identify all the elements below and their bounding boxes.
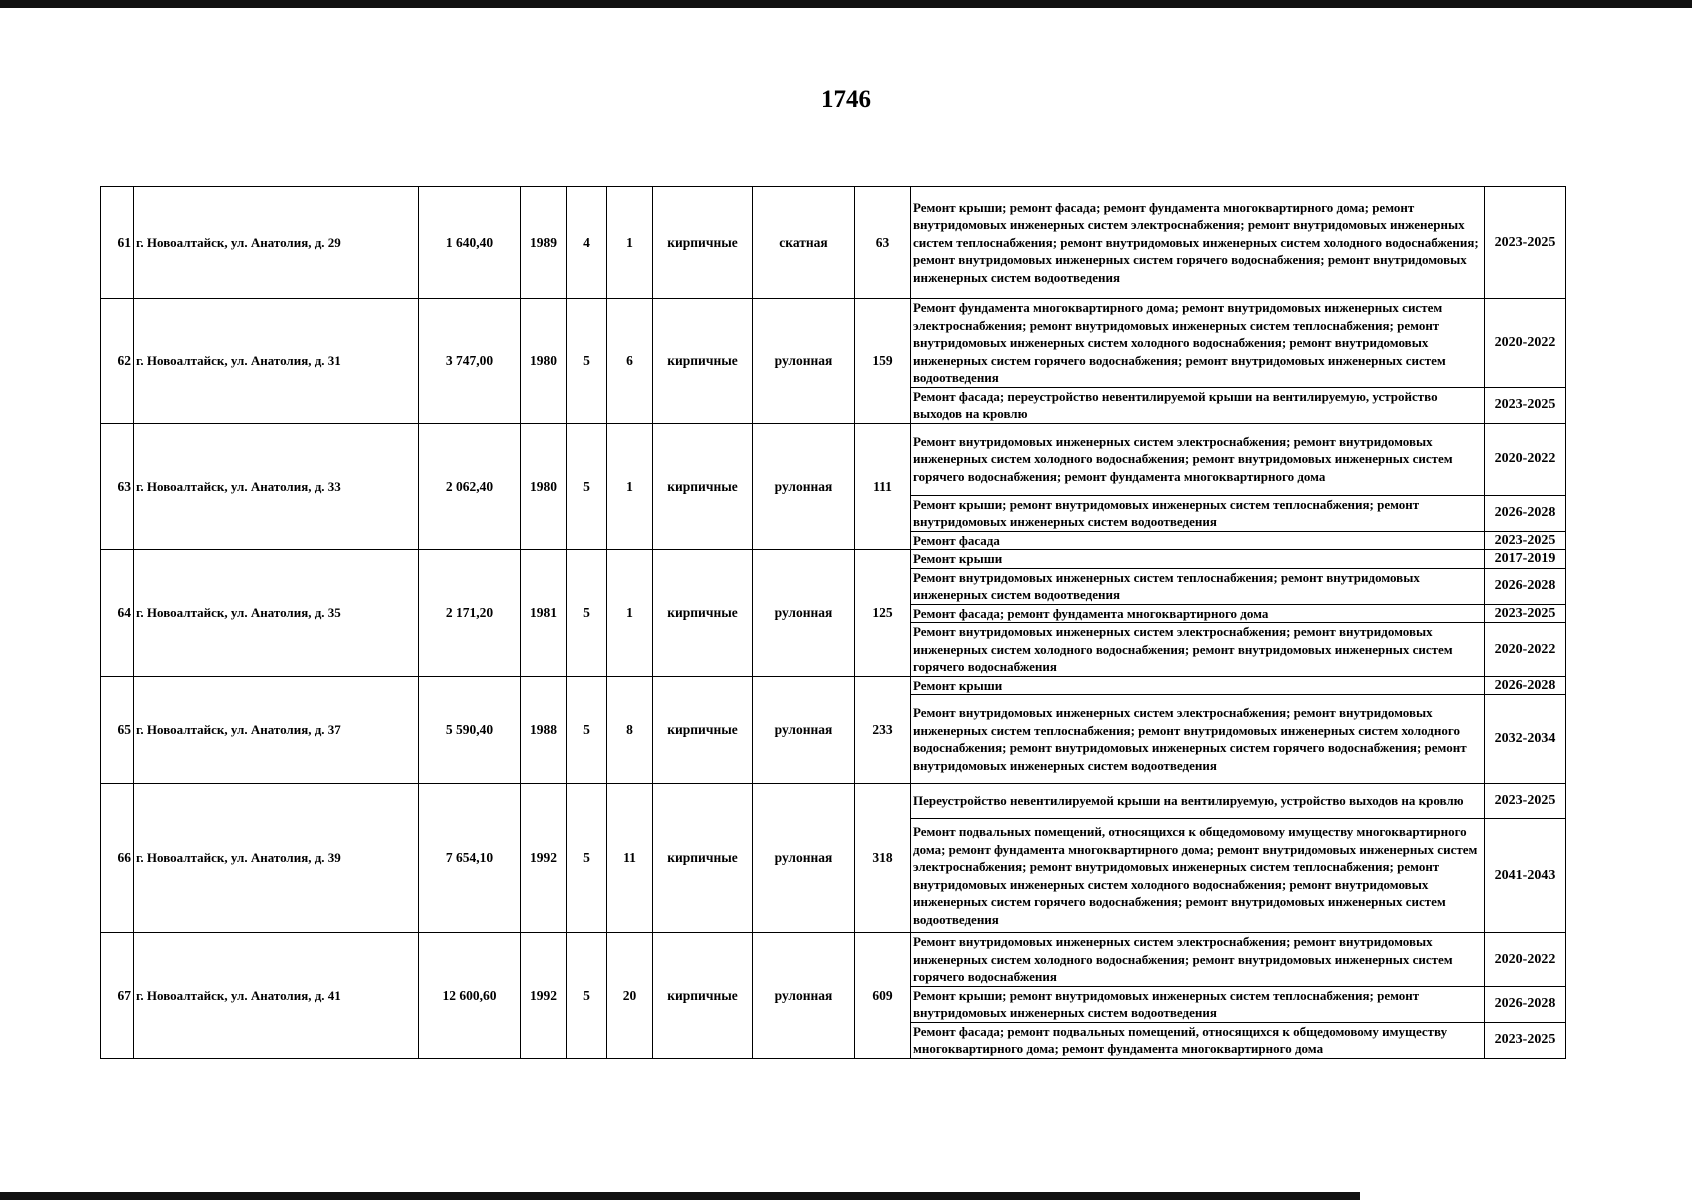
table-row	[101, 299, 1566, 388]
roof-type-cell: рулонная	[753, 423, 855, 550]
row-number: 61	[101, 187, 134, 299]
scan-edge-top	[0, 0, 1692, 8]
work-description-cell: Ремонт внутридомовых инженерных систем электроснабжения; ремонт внутридомовых инженерных систем холодного водоснабжения; ремонт внутридомовых инженерных систем горячего водоснабжения; ремонт фундамента многоквартирного дома	[911, 423, 1485, 495]
residents-cell: 159	[855, 299, 911, 424]
work-period-cell: 2020-2022	[1485, 933, 1566, 987]
address-cell: г. Новоалтайск, ул. Анатолия, д. 33	[134, 423, 419, 550]
floors-cell: 5	[567, 933, 607, 1059]
residents-cell: 318	[855, 784, 911, 933]
work-description-cell: Ремонт внутридомовых инженерных систем электроснабжения; ремонт внутридомовых инженерных систем холодного водоснабжения; ремонт внутридомовых инженерных систем горячего водоснабжения	[911, 623, 1485, 677]
wall-material-cell: кирпичные	[653, 187, 753, 299]
work-description-cell: Ремонт подвальных помещений, относящихся к общедомовому имуществу многоквартирного дома; ремонт фундамента многоквартирного дома; ремонт внутридомовых инженерных систем электроснабжения; ремонт внутридомовых инженерных систем теплоснабжения; ремонт внутридомовых инженерных систем холодного водоснабжения; ремонт внутридомовых инженерных систем горячего водоснабжения; ремонт внутридомовых инженерных систем водоотведения	[911, 819, 1485, 933]
residents-cell: 233	[855, 676, 911, 784]
work-period-cell: 2023-2025	[1485, 604, 1566, 623]
area-cell: 1 640,40	[419, 187, 521, 299]
area-cell: 7 654,10	[419, 784, 521, 933]
work-period-cell: 2023-2025	[1485, 784, 1566, 819]
wall-material-cell: кирпичные	[653, 676, 753, 784]
work-description-cell: Ремонт фасада; ремонт подвальных помещений, относящихся к общедомовому имуществу многоквартирного дома; ремонт фундамента многоквартирного дома	[911, 1022, 1485, 1058]
wall-material-cell: кирпичные	[653, 299, 753, 424]
area-cell: 3 747,00	[419, 299, 521, 424]
work-period-cell: 2026-2028	[1485, 676, 1566, 695]
floors-cell: 4	[567, 187, 607, 299]
work-period-cell: 2032-2034	[1485, 695, 1566, 784]
row-number: 62	[101, 299, 134, 424]
work-description-cell: Ремонт внутридомовых инженерных систем электроснабжения; ремонт внутридомовых инженерных систем теплоснабжения; ремонт внутридомовых инженерных систем холодного водоснабжения; ремонт внутридомовых инженерных систем горячего водоснабжения; ремонт внутридомовых инженерных систем водоотведения	[911, 695, 1485, 784]
register-body	[101, 187, 1566, 1059]
wall-material-cell: кирпичные	[653, 784, 753, 933]
entrances-cell: 1	[607, 187, 653, 299]
work-period-cell: 2023-2025	[1485, 387, 1566, 423]
row-number: 66	[101, 784, 134, 933]
table-row	[101, 187, 1566, 299]
work-description-cell: Ремонт крыши; ремонт внутридомовых инженерных систем теплоснабжения; ремонт внутридомовых инженерных систем водоотведения	[911, 495, 1485, 531]
year-cell: 1988	[521, 676, 567, 784]
wall-material-cell: кирпичные	[653, 550, 753, 677]
residents-cell: 125	[855, 550, 911, 677]
floors-cell: 5	[567, 299, 607, 424]
work-description-cell: Ремонт фасада	[911, 531, 1485, 550]
entrances-cell: 6	[607, 299, 653, 424]
residents-cell: 609	[855, 933, 911, 1059]
wall-material-cell: кирпичные	[653, 423, 753, 550]
roof-type-cell: скатная	[753, 187, 855, 299]
table-row	[101, 550, 1566, 569]
area-cell: 2 171,20	[419, 550, 521, 677]
roof-type-cell: рулонная	[753, 299, 855, 424]
work-description-cell: Ремонт крыши	[911, 676, 1485, 695]
work-period-cell: 2026-2028	[1485, 986, 1566, 1022]
area-cell: 12 600,60	[419, 933, 521, 1059]
table-row	[101, 676, 1566, 695]
work-period-cell: 2023-2025	[1485, 1022, 1566, 1058]
entrances-cell: 1	[607, 423, 653, 550]
floors-cell: 5	[567, 550, 607, 677]
year-cell: 1992	[521, 933, 567, 1059]
roof-type-cell: рулонная	[753, 784, 855, 933]
page-number: 1746	[821, 86, 871, 113]
address-cell: г. Новоалтайск, ул. Анатолия, д. 37	[134, 676, 419, 784]
floors-cell: 5	[567, 784, 607, 933]
floors-cell: 5	[567, 423, 607, 550]
entrances-cell: 20	[607, 933, 653, 1059]
work-description-cell: Ремонт фундамента многоквартирного дома; ремонт внутридомовых инженерных систем электроснабжения; ремонт внутридомовых инженерных систем теплоснабжения; ремонт внутридомовых инженерных систем холодного водоснабжения; ремонт внутридомовых инженерных систем горячего водоснабжения; ремонт внутридомовых инженерных систем водоотведения	[911, 299, 1485, 388]
row-number: 64	[101, 550, 134, 677]
address-cell: г. Новоалтайск, ул. Анатолия, д. 31	[134, 299, 419, 424]
area-cell: 5 590,40	[419, 676, 521, 784]
row-number: 63	[101, 423, 134, 550]
housing-register-table	[100, 186, 1566, 1059]
address-cell: г. Новоалтайск, ул. Анатолия, д. 35	[134, 550, 419, 677]
work-period-cell: 2023-2025	[1485, 187, 1566, 299]
year-cell: 1992	[521, 784, 567, 933]
work-description-cell: Ремонт крыши; ремонт фасада; ремонт фундамента многоквартирного дома; ремонт внутридомовых инженерных систем электроснабжения; ремонт внутридомовых инженерных систем теплоснабжения; ремонт внутридомовых инженерных систем холодного водоснабжения; ремонт внутридомовых инженерных систем горячего водоснабжения; ремонт внутридомовых инженерных систем водоотведения	[911, 187, 1485, 299]
work-description-cell: Ремонт крыши; ремонт внутридомовых инженерных систем теплоснабжения; ремонт внутридомовых инженерных систем водоотведения	[911, 986, 1485, 1022]
table-row	[101, 784, 1566, 819]
work-description-cell: Ремонт крыши	[911, 550, 1485, 569]
residents-cell: 111	[855, 423, 911, 550]
work-period-cell: 2020-2022	[1485, 423, 1566, 495]
roof-type-cell: рулонная	[753, 550, 855, 677]
work-period-cell: 2017-2019	[1485, 550, 1566, 569]
row-number: 67	[101, 933, 134, 1059]
wall-material-cell: кирпичные	[653, 933, 753, 1059]
year-cell: 1980	[521, 299, 567, 424]
work-description-cell: Ремонт внутридомовых инженерных систем теплоснабжения; ремонт внутридомовых инженерных систем водоотведения	[911, 568, 1485, 604]
work-description-cell: Ремонт фасада; переустройство невентилируемой крыши на вентилируемую, устройство выходов на кровлю	[911, 387, 1485, 423]
address-cell: г. Новоалтайск, ул. Анатолия, д. 41	[134, 933, 419, 1059]
year-cell: 1989	[521, 187, 567, 299]
work-period-cell: 2041-2043	[1485, 819, 1566, 933]
residents-cell: 63	[855, 187, 911, 299]
scan-edge-bottom	[0, 1192, 1360, 1200]
year-cell: 1981	[521, 550, 567, 677]
work-description-cell: Ремонт внутридомовых инженерных систем электроснабжения; ремонт внутридомовых инженерных систем холодного водоснабжения; ремонт внутридомовых инженерных систем горячего водоснабжения	[911, 933, 1485, 987]
entrances-cell: 11	[607, 784, 653, 933]
roof-type-cell: рулонная	[753, 933, 855, 1059]
year-cell: 1980	[521, 423, 567, 550]
address-cell: г. Новоалтайск, ул. Анатолия, д. 39	[134, 784, 419, 933]
work-description-cell: Переустройство невентилируемой крыши на вентилируемую, устройство выходов на кровлю	[911, 784, 1485, 819]
table-row	[101, 933, 1566, 987]
row-number: 65	[101, 676, 134, 784]
floors-cell: 5	[567, 676, 607, 784]
roof-type-cell: рулонная	[753, 676, 855, 784]
work-period-cell: 2020-2022	[1485, 623, 1566, 677]
area-cell: 2 062,40	[419, 423, 521, 550]
work-period-cell: 2026-2028	[1485, 495, 1566, 531]
work-description-cell: Ремонт фасада; ремонт фундамента многоквартирного дома	[911, 604, 1485, 623]
entrances-cell: 1	[607, 550, 653, 677]
work-period-cell: 2020-2022	[1485, 299, 1566, 388]
work-period-cell: 2026-2028	[1485, 568, 1566, 604]
table-row	[101, 423, 1566, 495]
work-period-cell: 2023-2025	[1485, 531, 1566, 550]
address-cell: г. Новоалтайск, ул. Анатолия, д. 29	[134, 187, 419, 299]
entrances-cell: 8	[607, 676, 653, 784]
